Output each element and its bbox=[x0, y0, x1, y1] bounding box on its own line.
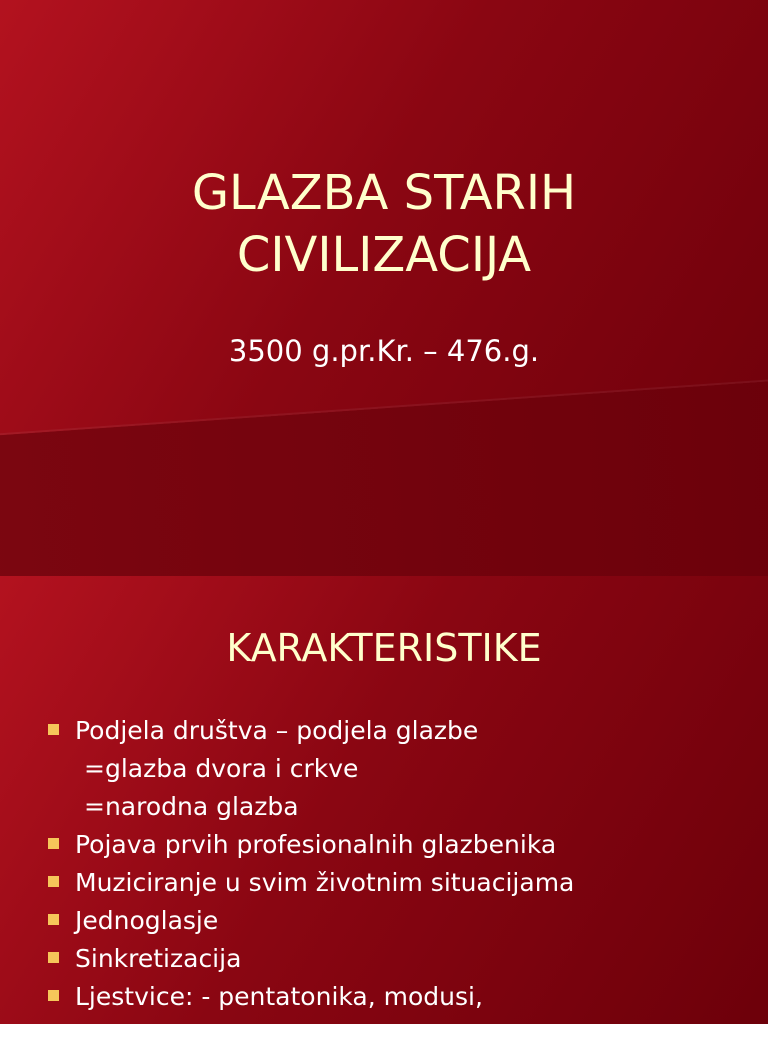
list-item bbox=[48, 864, 748, 902]
list-item-text: =glazba dvora i crkve bbox=[84, 754, 359, 783]
slide-title-text: GLAZBA STARIH CIVILIZACIJA bbox=[191, 165, 577, 283]
list-item bbox=[48, 940, 748, 978]
slide-heading: KARAKTERISTIKE bbox=[226, 626, 542, 670]
bullet-list bbox=[48, 712, 748, 1054]
list-item-text: =narodna glazba bbox=[84, 792, 299, 821]
list-item-text: Pojava prvih profesionalnih glazbenika bbox=[75, 830, 557, 859]
square-bullet-icon bbox=[48, 838, 59, 849]
square-bullet-icon bbox=[48, 876, 59, 887]
list-item bbox=[48, 1016, 748, 1054]
list-item-text: Jednoglasje bbox=[75, 906, 219, 935]
square-bullet-icon bbox=[48, 724, 59, 735]
list-item bbox=[48, 978, 748, 1016]
list-item-text: Podjela društva – podjela glazbe bbox=[75, 716, 479, 745]
decorative-band bbox=[0, 375, 768, 576]
square-bullet-icon bbox=[48, 914, 59, 925]
list-item bbox=[48, 712, 748, 750]
list-item-text: Muziciranje u svim životnim situacijama bbox=[75, 868, 575, 897]
list-item bbox=[48, 750, 748, 788]
square-bullet-icon bbox=[48, 952, 59, 963]
list-item-text: Sinkretizacija bbox=[75, 944, 242, 973]
list-item bbox=[48, 826, 748, 864]
list-item-text: kromatska ljestvica bbox=[248, 1020, 491, 1049]
list-item bbox=[48, 902, 748, 940]
list-item bbox=[48, 788, 748, 826]
list-item-text: Ljestvice: - pentatonika, modusi, bbox=[75, 982, 483, 1011]
square-bullet-icon bbox=[48, 990, 59, 1001]
slide-subtitle: 3500 g.pr.Kr. – 476.g. bbox=[228, 334, 540, 368]
